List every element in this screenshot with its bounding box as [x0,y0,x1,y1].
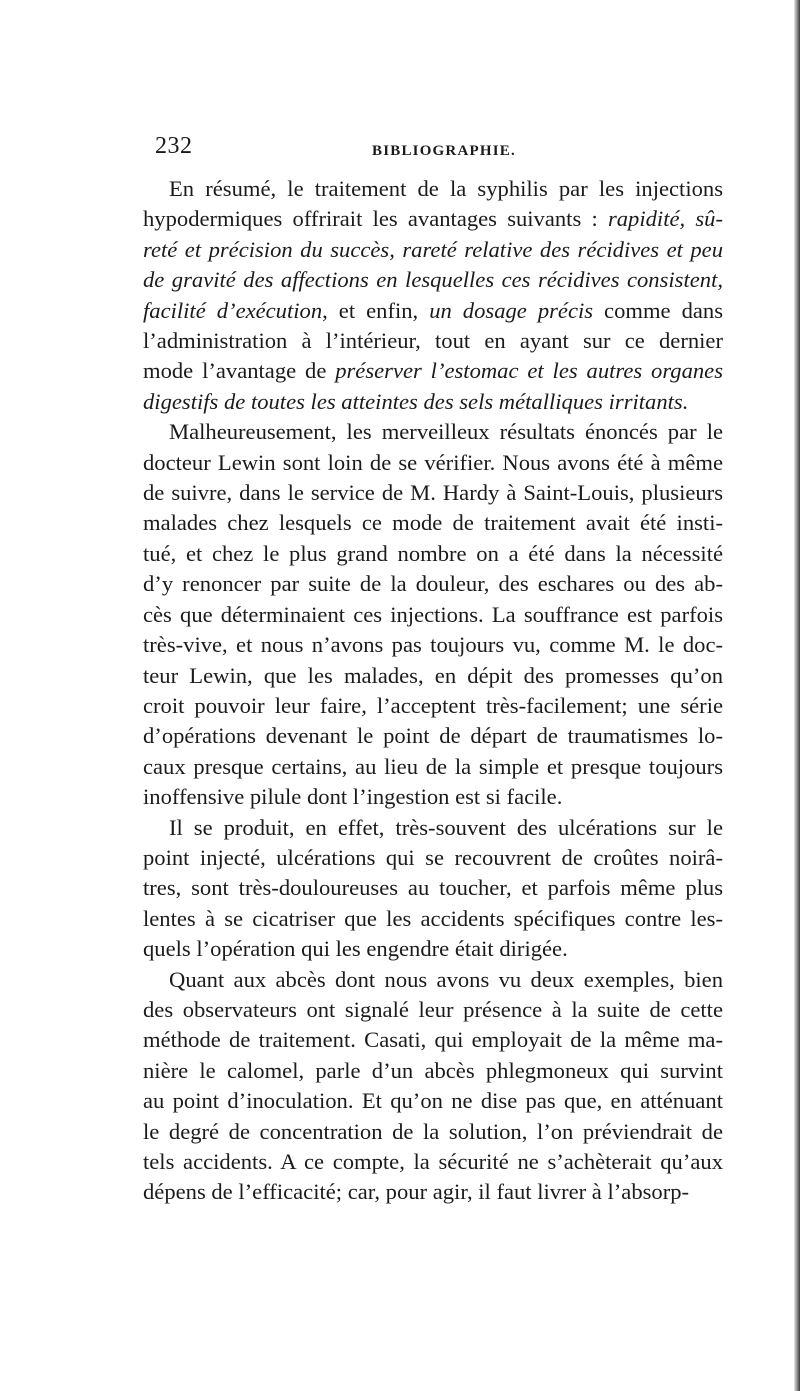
text-run: comme dans [593,297,723,323]
paragraph [143,965,723,1208]
text-run: croit pouvoir leur faire, l’acceptent très-facilement; une série [143,692,723,718]
text-run: des observateurs ont signalé leur présence à la suite de cette [143,996,723,1022]
text-line [143,995,723,1025]
text-run: Malheureusement, les merveilleux résultats énoncés par le [169,419,723,445]
text-run: , et enfin, [322,297,430,323]
text-line [143,873,723,903]
text-run: teur Lewin, que les malades, en dépit des promesses qu’on [143,662,723,688]
page-edge-shadow [794,0,800,1391]
text-run: le degré de concentration de la solution, l’on préviendrait de [143,1118,723,1144]
text-run: Il se produit, en effet, très-souvent des ulcérations sur le [169,814,723,840]
text-line [143,630,723,660]
text-run: d’y renoncer par suite de la douleur, des eschares ou des ab- [143,571,723,597]
italic-run: rapidité, sû- [607,206,723,232]
body-text [143,174,723,1208]
text-line [143,326,723,356]
running-head: BIBLIOGRAPHIE. [372,143,516,159]
text-line [143,752,723,782]
text-run: cès que déterminaient ces injections. La souffrance est parfois [143,601,723,627]
page-number: 232 [155,133,193,159]
text-line [143,965,723,995]
text-run: lentes à se cicatriser que les accidents spécifiques contre les- [143,905,723,931]
text-run: dépens de l’efficacité; car, pour agir, il faut livrer à l’absorp- [143,1179,690,1205]
text-run: mode l’avantage de [143,358,336,384]
text-line [143,478,723,508]
paragraph [143,417,723,812]
text-run: tué, et chez le plus grand nombre on a été dans la nécessité [143,540,723,566]
text-line [143,661,723,691]
text-run: méthode de traitement. Casati, qui employait de la même ma- [143,1027,723,1053]
text-line [143,782,723,812]
text-line [143,417,723,447]
paragraph [143,174,723,417]
italic-run: préserver l’estomac et les autres organes [335,358,723,384]
text-line [143,387,723,417]
text-line [143,600,723,630]
text-run: l’administration à l’intérieur, tout en ayant sur ce dernier [143,328,723,354]
paragraph [143,813,723,965]
italic-run: de gravité des affections en lesquelles ces récidives consistent, [143,267,723,293]
text-line [143,934,723,964]
text-line [143,265,723,295]
text-run: malades chez lesquels ce mode de traitement avait été insti- [143,510,723,536]
text-line [143,904,723,934]
text-line [143,296,723,326]
text-line [143,1117,723,1147]
text-line [143,1056,723,1086]
text-line [143,1025,723,1055]
text-line [143,235,723,265]
text-line [143,721,723,751]
text-run: quels l’opération qui les engendre était dirigée. [143,936,568,962]
text-line [143,569,723,599]
text-run: tres, sont très-douloureuses au toucher, et parfois même plus [143,875,723,901]
text-run: au point d’inoculation. Et qu’on ne dise pas que, en atténuant [143,1088,723,1114]
text-line [143,691,723,721]
text-run: de suivre, dans le service de M. Hardy à Saint-Louis, plusieurs [143,480,723,506]
text-run: inoffensive pilule dont l’ingestion est si facile. [143,784,563,810]
text-run: nière le calomel, parle d’un abcès phlegmoneux qui survint [143,1057,723,1083]
text-run: très-vive, et nous n’avons pas toujours vu, comme M. le doc- [143,632,723,658]
text-run: tels accidents. A ce compte, la sécurité ne s’achèterait qu’aux [143,1149,723,1174]
text-line [143,204,723,234]
text-line [143,843,723,873]
text-line [143,1147,723,1177]
italic-run: facilité d’exécution [143,297,323,323]
text-line [143,174,723,204]
text-line [143,448,723,478]
italic-run: digestifs de toutes les atteintes des sels métalliques irritants. [143,388,689,414]
text-run: En résumé, le traitement de la syphilis par les injections [169,176,723,201]
text-run: point injecté, ulcérations qui se recouvrent de croûtes noirâ- [143,844,723,870]
italic-run: un dosage précis [429,297,594,323]
text-run: caux presque certains, au lieu de la simple et presque toujours [143,753,723,779]
text-run: docteur Lewin sont loin de se vérifier. Nous avons été à même [143,449,723,475]
text-line [143,1086,723,1116]
text-line [143,508,723,538]
page-header [155,133,720,163]
text-run: Quant aux abcès dont nous avons vu deux exemples, bien [169,966,723,992]
text-line [143,356,723,386]
text-line [143,813,723,843]
text-run: hypodermiques offrirait les avantages suivants : [143,206,608,232]
text-run: d’opérations devenant le point de départ de traumatismes lo- [143,723,723,749]
italic-run: reté et précision du succès, rareté relative des récidives et peu [143,236,723,262]
text-line [143,539,723,569]
text-line [143,1177,723,1207]
